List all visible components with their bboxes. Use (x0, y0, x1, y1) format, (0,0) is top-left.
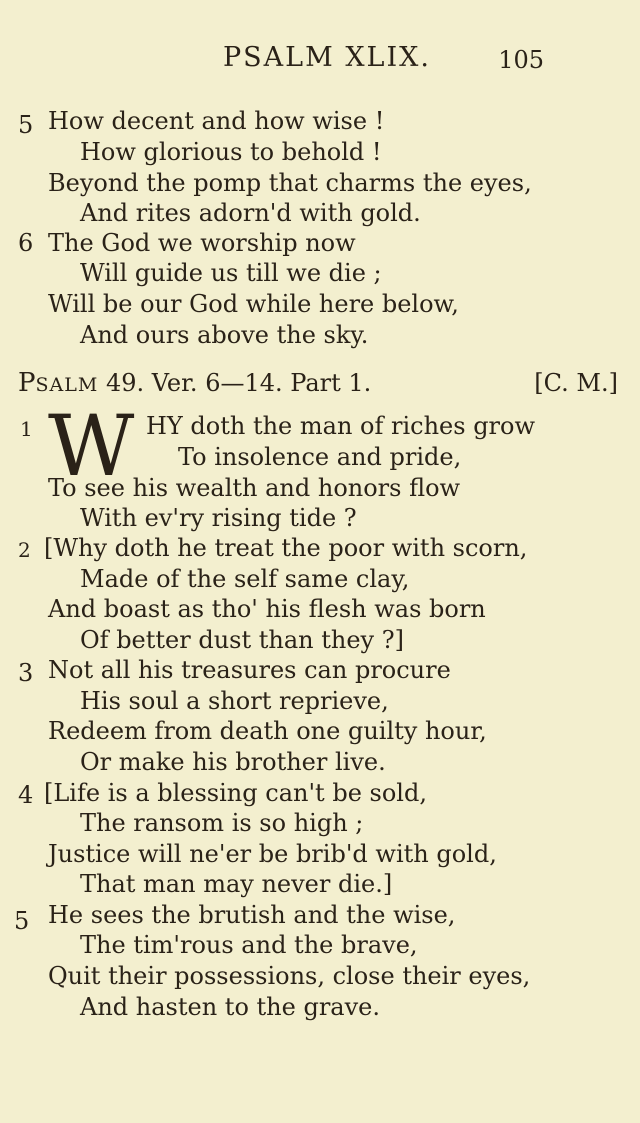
stanza-number: 4 (18, 781, 34, 809)
verse-line: Of better dust than they ?] (80, 626, 404, 654)
meter-label: [C. M.] (534, 369, 618, 397)
part-label: Part 1. (290, 369, 372, 397)
verse-line: How glorious to behold ! (80, 138, 382, 166)
verse-line: That man may never die.] (80, 870, 393, 898)
psalm-label-initial: P (18, 368, 36, 398)
stanza-number: 2 (18, 538, 31, 562)
verse-line: [Life is a blessing can't be sold, (44, 779, 427, 807)
verse-line: [Why doth he treat the poor with scorn, (44, 534, 528, 562)
verse-range: Ver. 6—14. (151, 369, 283, 397)
stanza-number: 3 (18, 659, 34, 687)
psalm-label-rest: SALM (35, 374, 99, 396)
verse-line: The ransom is so high ; (80, 809, 364, 837)
verse-line: Beyond the pomp that charms the eyes, (48, 169, 532, 197)
verse-line: Justice will ne'er be brib'd with gold, (48, 840, 497, 868)
verse-line: To insolence and pride, (178, 443, 462, 471)
psalm-number: 49. (105, 369, 145, 397)
running-title: PSALM XLIX. (223, 42, 431, 73)
verse-line: Quit their possessions, close their eyes, (48, 962, 531, 990)
stanza-number: 5 (14, 907, 30, 935)
page-number: 105 (498, 46, 544, 74)
verse-line: His soul a short reprieve, (80, 687, 389, 715)
drop-cap: W (48, 397, 133, 495)
verse-line: And boast as tho' his flesh was born (48, 595, 486, 623)
verse-line: Will be our God while here below, (48, 290, 459, 318)
stanza-number: 6 (18, 229, 34, 257)
verse-line: The tim'rous and the brave, (80, 931, 418, 959)
verse-line: HY doth the man of riches grow (146, 412, 536, 440)
verse-line: How decent and how wise ! (48, 107, 385, 135)
verse-line: Made of the self same clay, (80, 565, 410, 593)
verse-line: And ours above the sky. (80, 321, 369, 349)
verse-line: Will guide us till we die ; (80, 259, 382, 287)
section-heading (18, 368, 618, 400)
verse-line: The God we worship now (48, 229, 356, 257)
verse-line: Not all his treasures can procure (48, 656, 451, 684)
page-header (0, 42, 640, 82)
verse-line: And rites adorn'd with gold. (80, 199, 421, 227)
stanza-number: 5 (18, 111, 34, 139)
verse-line: He sees the brutish and the wise, (48, 901, 456, 929)
verse-line: With ev'ry rising tide ? (80, 504, 357, 532)
verse-line: And hasten to the grave. (80, 993, 380, 1021)
verse-line: To see his wealth and honors flow (48, 474, 461, 502)
verse-line: Or make his brother live. (80, 748, 386, 776)
verse-line: Redeem from death one guilty hour, (48, 717, 487, 745)
stanza-number: 1 (20, 417, 33, 441)
